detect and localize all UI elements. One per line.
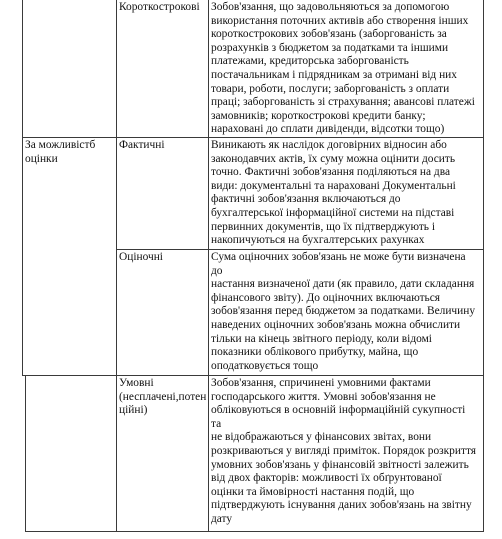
row1-description-line: товари, роботи, послуги; заборгованість з оплати: [211, 82, 450, 95]
row4-description-line: від двох факторів: можливості їх обґрунтованої: [211, 472, 442, 485]
row-divider-2: [116, 249, 484, 250]
row4-description-line: оцінки та ймовірності настання подій, що: [211, 485, 415, 498]
table-border-bottom: [25, 531, 484, 532]
row3-description-line: зобов'язання перед бюджетом за податками. Величину: [211, 305, 476, 318]
row4-description-line: та: [211, 417, 222, 430]
row3-type-label: Оціночні: [119, 251, 163, 263]
row4-type-label: Умовні: [119, 377, 154, 389]
row2-description-line: фактичні зобов'язання включаються до: [211, 193, 401, 206]
row2-description-line: накопичуються на бухгалтерських рахунках: [211, 234, 425, 247]
classification-label: оцінки: [25, 152, 58, 165]
row2-description-line: Виникають як наслідок договірних відносин або: [211, 139, 447, 151]
column-divider-2: [208, 0, 209, 531]
row2-description-line: види: документальні та нараховані Документальні: [211, 179, 456, 192]
table-border-right: [483, 0, 484, 531]
row-divider-3: [22, 375, 484, 376]
row4-description-line: дату: [211, 513, 233, 525]
row4-description-line: господарського життя. Умовні зобов'язання не: [211, 390, 436, 403]
row4-description-line: розкриваються у вигляді приміток. Порядок розкриття: [211, 445, 477, 457]
row3-description-line: тільки на кінець звітного періоду, коли відомі: [211, 332, 432, 345]
classification-label: За можливістб: [25, 139, 96, 151]
row1-description-line: використання поточних активів або створення інших: [211, 14, 469, 27]
row2-description-line: точно. Фактичні зобов'язання поділяються на два: [211, 166, 451, 179]
row2-description-line: первинних документів, що їх підтверджують і: [211, 220, 436, 233]
row2-type-label: Фактичні: [119, 139, 165, 151]
row1-description-line: Зобов'язання, що задовольняються за допомогою: [211, 1, 450, 13]
row-divider-1: [22, 137, 484, 138]
row1-type-label: Короткострокові: [119, 1, 200, 13]
row4-description-line: підтверджують існування даних зобов'язань на звітну: [211, 499, 472, 512]
row2-description-line: бухгалтерської інформаційної системи на підставі: [211, 207, 455, 219]
row3-description-line: фінансового звіту). До оціночних включаються: [211, 291, 441, 304]
row3-description-line: наведених оціночних зобов'язань можна обчислити: [211, 319, 461, 331]
row3-description-line: оподатковується тощо: [211, 359, 319, 372]
row3-description-line: до: [211, 264, 223, 277]
table-border-left: [22, 0, 23, 375]
row1-description-line: короткострокових зобов'язань (заборгованість за: [211, 28, 447, 41]
row1-description-line: платежами, кредиторська заборгованість: [211, 55, 409, 68]
row4-description-line: Зобов'язання, спричинені умовними фактами: [211, 377, 431, 389]
column-divider-1: [116, 0, 117, 531]
row4-description-line: умовних зобов'язань у фінансовій звітності залежить: [211, 458, 469, 471]
row2-description-line: законодавчих актів, їх суму можна оцінити досить: [211, 152, 456, 165]
row4-description-line: обліковуються в основній інформаційній сукупності: [211, 404, 466, 417]
row3-description-line: настання визначеної дати (як правило, дати складання: [211, 278, 475, 291]
row4-type-label: ційні): [119, 404, 148, 417]
row3-description-line: Сума оціночних зобов'язань не може бути визначена: [211, 251, 466, 263]
row4-type-label: (несплачені,потен: [119, 390, 207, 403]
row1-description-line: замовників; короткострокові кредити банку;: [211, 109, 426, 122]
row1-description-line: праці; заборгованість зі страхування; авансові платежі: [211, 96, 475, 109]
row4-description-line: не відображаються у фінансових звітах, вони: [211, 431, 432, 444]
row1-description-line: розрахунків з бюджетом за податками та іншими: [211, 41, 449, 54]
row3-description-line: показники облікового прибутку, майна, що: [211, 346, 419, 359]
row1-description-line: постачальникам і підрядникам за отримані від них: [211, 69, 457, 81]
row1-description-line: нараховані до сплати дивіденди, відсотки тощо): [211, 123, 445, 136]
row4-border-left: [25, 375, 26, 531]
